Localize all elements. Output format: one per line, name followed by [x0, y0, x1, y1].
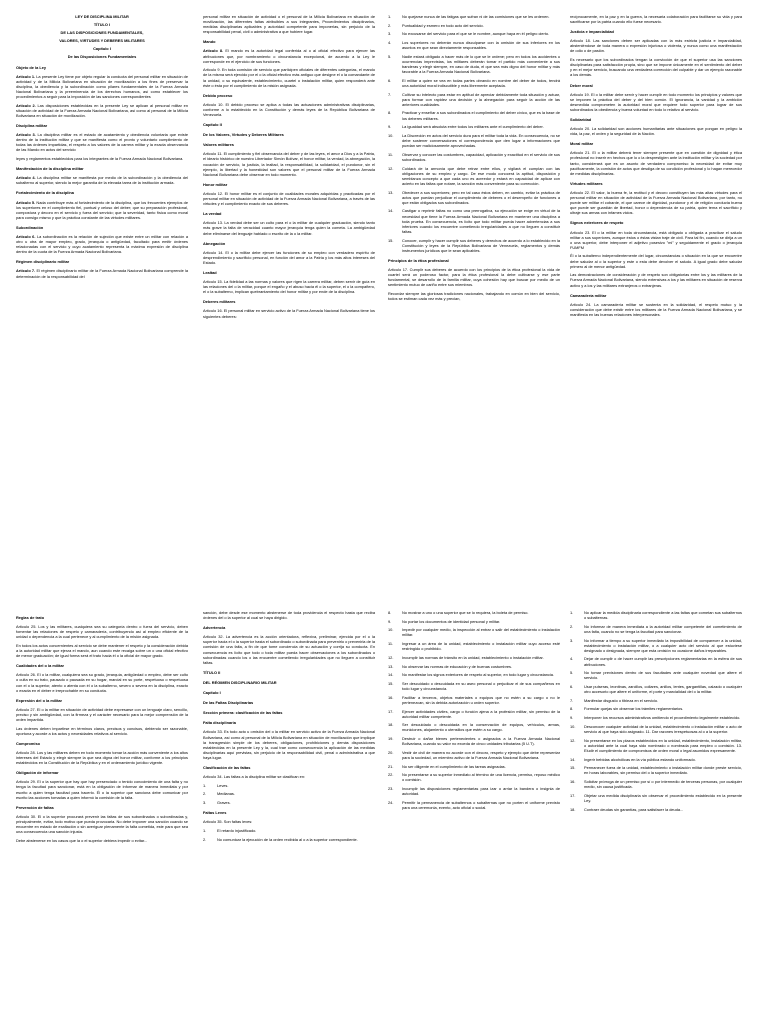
list-item-text: No excusarse del servicio para el que se le nombre, aunque haya en él peligro cierto.: [402, 31, 550, 37]
paragraph: Es necesario que los subordinados tengan la convicción de que el superior usa las sanciones disciplinarias para satisfacción propia, sino que se impone únicamente en el sentimiento del deber y en el mejor servicio, buscando una verdadera corrección del culpable y dar un ejemplo razonable a los demás.: [570, 57, 742, 78]
list-item: [388, 772, 560, 782]
section-heading: Justicia e imparcialidad: [570, 29, 614, 35]
list-item: [388, 695, 560, 705]
paragraph: leyes y reglamentos establecidos para los integrantes de la Fuerza Armada Nacional Bolivariana.: [16, 156, 184, 162]
list-item-number: 11.: [388, 641, 394, 647]
list-item: [203, 783, 375, 788]
paragraph: En todos los actos concernientes al servicio se debe mantener el respeto y la consideración debida a la autoridad militar que ejerza el mando, aun cuando este recaiga sobre un o una oficial efectivo de menor graduación; de igual forma será el trato hacia él o la oficial de mayor grado.: [16, 642, 188, 659]
paragraph: Artículo 25. Los y las militares, cualquiera sea su categoría dentro o fuera del servicio, deben fomentar las relaciones de respeto y camaradería, contribuyendo así al empleo eficiente de la unidad o dependencia a la cual pertenece y al cumplimiento de la misión asignada.: [16, 624, 188, 640]
list-item-number: 17.: [570, 792, 576, 798]
list-item-number: 18.: [388, 722, 394, 728]
list-item: [388, 124, 560, 129]
section-heading: Abnegación: [203, 240, 226, 246]
list-item: [388, 641, 560, 651]
article-text: La disciplina militar se manifiesta por medio de la subordinación y la obediencia del subalterno al superior, siendo la mejor garantía de la elevada tarea de la institución armada.: [16, 175, 188, 186]
list-item-text: No tomar previsiones dentro de sus facultades ante cualquier novedad que altere el servicio.: [584, 670, 742, 681]
article-paragraph: [16, 268, 188, 278]
list-item-text: Incumplir las disposiciones reglamentarias para izar o arriar la bandera o insignia de autoridad.: [402, 786, 560, 797]
section-heading: Obligación de informar: [16, 770, 59, 776]
list-item: [570, 610, 742, 620]
list-item-text: Ser descuidado o descuidada en su aseo personal o perjudicar el de sus compañeros en todo lugar y circunstancia.: [402, 681, 560, 692]
paragraph: Artículo 29. El o la superior que hay que hay presenciado o tenido conocimiento de una falta y no tenga la facultad para sancionar, está en la obligación de informar de manera inmediata y por escrito a quien tenga facultad para hacerlo. Él o la superior que sanciona debe comunicar por escrito las acciones tomadas a quien informó la comisión de la falta.: [16, 779, 188, 800]
list-item-number: 14.: [570, 756, 576, 762]
paragraph: sanción, debe desde ese momento abstenerse de toda providencia el respecto hasta que reciba órdenes del o la superior al cual se haya dirigido.: [203, 610, 375, 621]
list-item-number: 20.: [388, 749, 394, 755]
list-item: [570, 757, 742, 762]
list-item: [570, 738, 742, 753]
list-item-text: Ingresar a un área de la unidad, establecimiento o instalación militar cuyo acceso esté restringido o prohibido.: [402, 641, 560, 652]
list-item: [570, 765, 742, 775]
list-item-number: 7.: [570, 697, 574, 703]
paragraph: Artículo 9. En toda comisión de servicio que participen oficiales de diferentes categorías, el mando de la misma será ejercido por el o la oficial efectivo más antiguo que designe el o la comandante de la unidad, o su equivalente, establecimiento, cuartel o instalación militar, quien responderá ante éste o ésta por el cumplimiento de la misión asignada.: [203, 67, 375, 88]
paragraph: Artículo 16. El personal militar en servicio activo de la Fuerza Armada Nacional Bolivariana tiene los siguientes deberes:: [203, 308, 375, 319]
list-item: [388, 78, 560, 88]
section-heading: DEL RÉGIMEN DISCIPLINARIO MILITAR: [203, 679, 277, 685]
list-item-number: 23.: [388, 786, 394, 792]
paragraph: Artículo 20. La solidaridad son acciones humanitarias ante situaciones que pongan en peligro la vida, la paz, el orden y la seguridad de la Nación.: [570, 126, 742, 137]
list-item-text: La Discreción en actos del servicio dura para el militar toda la vida. En consecuencia, no se debe sostener conversaciones ni correspondencia que den lugar a informaciones que puedan ser maliciosamente aprovechadas.: [402, 132, 560, 149]
section-heading: De los Valores, Virtudes y Deberes Militares: [203, 132, 284, 138]
section-heading: Disciplina militar: [16, 123, 48, 128]
list-item-text: Obedecer a sus superiores; pero en tal caso éstos deben, en cambio, evitar la práctica de actos que puedan perjudicar el cumplimiento de deberes o el desempeño de funciones a que están obligados sus subordinados.: [402, 189, 560, 205]
article-paragraph: [16, 175, 188, 185]
paragraph: Artículo 19. El o la militar debe servir y hacer cumplir en todo momento los principios y valores que se imponen la práctica del deber y del bien común. El ignorancia, la vanidad y la ambición desmedida comprometen la autoridad moral que requiere todo superior para lograr de sus subordinados la obediencia y buena voluntad en todo lo relativo al servicio.: [570, 91, 742, 112]
article-label: Artículo 6.: [16, 234, 36, 239]
article-text: El régimen disciplinario militar de la Fuerza Armada Nacional Bolivariana comprende la determinación de la responsabilidad del: [16, 268, 189, 279]
paragraph: Artículo 11. El cumplimiento y fiel observancia del deber y de las leyes, el amor a Dios y a la Patria, el ideario histórico de nuestro Libertador Simón Bolívar, el honor militar, la verdad, la abnegación, la vocación de servicio, la justicia, la lealtad, la responsabilidad, la solidaridad, el pundonor, sin el ejemplo, la libertad y la honestidad son valores que el personal militar de la Fuerza Armada Nacional Bolivariana debe observar en todo momento.: [203, 151, 375, 177]
paragraph: Artículo 33. Es todo acto u omisión del o la militar en servicio activo de la Fuerza Armada Nacional Bolivariana, así como al personal de la Milicia Bolivariana en situación de movilización que implique la transgresión simple de los deberes, obligaciones, prohibiciones y demás disposiciones establecidas en la presente Ley y la, cual trae como consecuencia la aplicación de las medidas disciplinarias aquí previstas, sin perjuicio de la responsabilidad civil, penal o administrativa a que haya lugar.: [203, 729, 375, 760]
list-item: [388, 681, 560, 691]
list-item-text: No observar las normas de educación y de buenas costumbres.: [402, 663, 513, 669]
section-heading: Falta disciplinaria: [203, 720, 236, 726]
list-item: [570, 684, 742, 694]
section-heading: Valores militares: [203, 142, 234, 148]
section-heading: Cualidades del o la militar: [16, 663, 64, 669]
section-heading: Reglas de trato: [16, 615, 45, 620]
list-item-number: 11.: [388, 151, 394, 157]
list-item-number: 3.: [203, 800, 207, 806]
section-heading: Capítulo I: [203, 690, 221, 696]
list-item: [388, 664, 560, 669]
list-item: [388, 208, 560, 233]
article-text: El mando es la autoridad legal conferida al o al oficial efectivo para ejercer las atribuciones que, por nombramiento o circunstancia excepcional, de acuerdo a la Ley le corresponde en el ejercicio de sus funciones.: [203, 48, 375, 64]
section-title: Capítulo I: [93, 46, 111, 52]
list-item: [388, 23, 560, 28]
page2-column-2: [203, 610, 375, 845]
list-item-text: Castigar o reprimir faltas no como una prerrogativa, su ejecución se exige en virtud de la necesidad que tiene la Fuerza Armada Nacional Bolivariana en mantener una disciplina a toda prueba. En consecuencia, es lícito que todo militar pueda hacer advertencias a sus inferiores cuando los encuentre cometiendo irregularidades a que no lleguen a constituir faltas.: [402, 208, 560, 234]
section-heading: Deber moral: [570, 82, 593, 88]
list-item-number: 8.: [570, 706, 574, 712]
list-item-text: No comunicar la ejecución de la orden recibida al o a la superior correspondiente.: [217, 836, 358, 842]
list-item-number: 21.: [388, 763, 394, 769]
list-item: [570, 638, 742, 653]
list-item: [203, 828, 375, 833]
section-title: LEY DE DISCIPLINA MILITAR: [75, 14, 129, 19]
list-item-text: Destruir o dañar bienes pertenecientes o asignados a la Fuerza Armada Nacional Bolivariana, cuando su valor no exceda de cinco unidades tributarias (5 U.T).: [402, 736, 560, 747]
list-item-text: Graves.: [217, 800, 231, 806]
section-heading: La verdad: [203, 211, 222, 217]
section-heading: Virtudes militares: [570, 180, 603, 186]
paragraph: Artículo 17. Cumplir sus deberes de acuerdo con los principios de la ética profesional la vida de cuartel será un poderoso factor, para la ética profesional la debe cultivarse y ese parte fundamental, se desarrollo de la familia militar, cuya cohesión hay que buscar por medio de un sentimiento mutuo de cariño entre sus miembros.: [388, 266, 560, 288]
section-heading: Compromiso: [16, 740, 40, 746]
list-item-number: 10.: [570, 723, 576, 729]
paragraph: Artículo 24. La camaradería militar se sustenta en la solidaridad, el respeto mutuo y la consideración que debe existir entre los militares de la Fuerza Armada Nacional Bolivariana, y se manifiesta en las buenas relaciones interpersonales.: [570, 301, 742, 317]
list-item-number: 15.: [388, 681, 394, 686]
list-item-text: No portar los documentos de identidad personal y militar.: [402, 618, 501, 624]
page2-column-4: [570, 610, 742, 815]
article-label: Artículo 5.: [16, 199, 36, 205]
section-title: TÍTULO I: [93, 22, 111, 28]
list-item-text: Permanecer fuera de la unidad, establecimiento o instalación militar donde preste servicio, en horas laborables, sin permiso del o la superior inmediato.: [584, 765, 742, 776]
section-heading: Camaradería militar: [570, 292, 607, 298]
article-text: La presente Ley tiene por objeto regular la conducta del personal militar en situación de actividad y de la Milicia Bolivariana en situación de movilización a los fines de preservar la disciplina, la obediencia y la subordinación como pilares fundamentales de la Fuerza Armada Nacional Bolivariana y la preeminencia de los derechos humanos, así como establecer los procedimientos a seguir para la imposición de las sanciones correspondientes: [16, 73, 188, 100]
list-item-text: No mostrar a uno o una superior que se lo requiera, la boleta de permiso.: [402, 610, 529, 615]
section-heading: De las Faltas Disciplinarias: [203, 700, 254, 706]
page1-column-4: [570, 14, 742, 321]
list-item-number: 17.: [388, 708, 394, 714]
section-title: DE LAS DISPOSICIONES FUNDAMENTALES,: [60, 30, 144, 36]
list-item-number: 5.: [570, 670, 574, 676]
list-item-number: 3.: [388, 31, 392, 37]
paragraph: Artículo 26. El o la militar, cualquiera sea su grado, jerarquía, antigüedad o empleo, debe ser culto o culta en su trato, pausado o pausada en su hogar, marcial en su porte, respetuoso o respetuosa con el o la superior, atento o atenta con él o la subalterno, severo o severa en la disciplina, exacto o exacta en el deber e irreprochable en su conducta.: [16, 672, 188, 693]
section-heading: Lealtad: [203, 269, 217, 275]
list-item-number: 9.: [388, 618, 392, 624]
list-item: [570, 656, 742, 666]
list-item: [570, 706, 742, 711]
paragraph: Artículo 18. Las sanciones deben ser aplicadas con la más estricta justicia e imparcialidad, absteniéndose de toda manera o expresión injuriosa o violenta, y nunca como una manifestación de odio o de pasión.: [570, 38, 742, 54]
paragraph: Artículo 27. El o la militar en situación de actividad debe expresarse con un lenguaje claro, sencillo, preciso y sin ambigüedad, con la firmeza y el carácter necesario para la mejor comprensión de la orden impartida.: [16, 706, 188, 722]
list-item-text: Facilitar a terceros, objetos materiales o equipos que no estén a su cargo o no le pertenezcan, sin la debida autorización u orden superior.: [402, 694, 560, 705]
section-heading: Clasificación de las faltas: [203, 764, 251, 770]
list-item: [388, 92, 560, 107]
article-paragraph: [16, 103, 188, 118]
list-item-text: Los superiores no deberán nunca disculparse con la omisión de sus inferiores en los asuntos en que sean directamente responsables.: [402, 40, 560, 51]
paragraph: personal militar en situación de actividad o el personal de la Milicia Bolivariana en situación de movilización, las diferentes faltas atribuibles a sus integrantes, Procedimientos disciplinarios, medidas disciplinarias aplicables y autoridad competente para imponerlas, sin perjuicio de la responsabilidad penal, civil o administrativa a que hubiere lugar.: [203, 14, 375, 35]
list-item-number: 5.: [388, 53, 392, 59]
list-item-text: Ingerir bebidas alcohólicas en la vía pública estando uniformado.: [584, 756, 696, 762]
paragraph: Artículo 28. Los y las militares deben en todo momento tomar la acción más conveniente a los altos intereses del Estado y elegir siempre la que sea digna del honor militar, conforme a los principios establecidos en la Constitución de la República y en el ordenamiento jurídico vigente.: [16, 749, 188, 766]
paragraph: Artículo 15. La fidelidad a las normas y valores que rigen la carrera militar, deben servir de guía en las relaciones del o la militar, porque el engaño y el abuso hacia él o la superior, el o la compañero, el o la subalterno, implican quebrantamiento del honor militar y por ende de la disciplina.: [203, 279, 375, 295]
list-item-text: Impedir por cualquier medio, la inspección al entrar o salir del establecimiento o instalación militar.: [402, 627, 560, 638]
section-heading: Sección primera: clasificación de las faltas: [203, 710, 283, 716]
list-item: [388, 627, 560, 637]
list-item-number: 1.: [570, 610, 574, 615]
list-item-text: Medianas.: [217, 791, 235, 797]
list-item-number: 15.: [570, 765, 576, 771]
article-label: Artículo 4.: [16, 175, 36, 181]
section-heading: Mando: [203, 39, 216, 45]
section-heading: TÍTULO II: [203, 669, 221, 675]
list-item: [570, 698, 742, 703]
list-item: [388, 722, 560, 732]
article-text: Las disposiciones establecidas en la presente Ley se aplican al personal militar en situación de actividad de la Fuerza Armada Nacional Bolivariana, así como al personal de la Milicia Bolivariana en situación de movilización.: [16, 102, 188, 118]
page1-column-3: [388, 14, 560, 305]
list-item: [388, 655, 560, 660]
list-item-number: 2.: [570, 623, 574, 629]
section-heading: Deberes militares: [203, 299, 236, 305]
paragraph: Artículo 12. El honor militar es el conjunto de cualidades morales adquiridas y practicadas por el personal militar en situación de actividad de la Fuerza Armada Nacional Bolivariana, a través de las virtudes y el cumplimiento exacto de sus deberes.: [203, 190, 375, 207]
list-item-text: Interponer los recursos administrativos omitiendo el procedimiento legalmente establecido.: [584, 715, 741, 721]
list-item: [570, 779, 742, 789]
list-item-text: Leves.: [217, 782, 229, 788]
list-item: [570, 670, 742, 680]
page1-column-2: [203, 14, 375, 322]
list-item-text: No ser diligente en el cumplimiento de las tareas asignadas.: [402, 763, 506, 769]
list-item-number: 12.: [570, 737, 576, 743]
list-item-text: Dejar de cumplir o de hacer cumplir las prescripciones reglamentarias en la esfera de sus atribuciones.: [584, 656, 742, 667]
paragraph: Recordar siempre las gloriosas tradiciones nacionales, trabajando en común en bien del servicio, todos se estiman cada vez más y precian,: [388, 290, 560, 301]
section-heading: Capítulo II: [203, 122, 222, 128]
paragraph: Artículo 23. El o la militar en toda circunstancia, está obligado u obligada a practicar el saludo militar a sus superiores, aunque éstos o éstas vistan traje de civil. Para tal fin, cuando se dirija a un o una superior, debe interponer el adjetivo posesivo "mi" y seguidamente el grado o jerarquía FUMFM: [570, 229, 742, 250]
article-label: Artículo 8.: [203, 48, 224, 54]
list-item-number: 14.: [388, 208, 394, 214]
list-item-text: Solicitar prórroga de un permiso por sí o por intermedio de terceras personas, por cualquier medio, sin causa justificada.: [584, 778, 742, 790]
section-title: De las Disposiciones Fundamentales: [67, 54, 137, 60]
list-item: [388, 619, 560, 624]
section-heading: Faltas Leves: [203, 810, 227, 816]
section-title: VALORES, VIRTUDES Y DEBERES MILITARES: [59, 38, 145, 44]
list-item: [388, 764, 560, 769]
list-item-number: 10.: [388, 627, 394, 633]
list-item: [203, 837, 375, 842]
article-text: La subordinación es la relación de sujeción que existe entre un militar con relación a otro u otra de mayor empleo, grado, jerarquía o antigüedad, facultado para emitir órdenes relacionadas con el servicio y cuyo acatamiento representa la máxima expresión de disciplina dentro de la cuota de la Fuerza Armada Nacional Bolivariana.: [16, 234, 188, 255]
list-item-number: 8.: [388, 110, 392, 116]
list-item: [388, 110, 560, 120]
list-item-number: 14.: [388, 672, 394, 678]
list-item: [203, 791, 375, 796]
list-item-number: 24.: [388, 799, 394, 805]
article-paragraph: [16, 234, 188, 254]
section-heading: Régimen disciplinario militar: [16, 259, 70, 265]
section-heading: Manifestación de la disciplina militar: [16, 166, 84, 172]
list-item-number: 16.: [388, 694, 394, 700]
list-item-text: Ejercer actividades civiles, cargo o función ajena a la profesión militar, sin permiso de la autoridad militar competente.: [402, 708, 560, 719]
paragraph: Las demostraciones de consideración y de respeto son obligatorias entre los y las militares de la Fuerza Armada Nacional Bolivariana, siendo extensivas a los y las militares en situación de reserva activo y a los y las militares extranjeros o extranjeras.: [570, 272, 742, 288]
list-item-text: Formular quejas sin observar los trámites reglamentarios.: [584, 706, 684, 712]
list-item-number: 8.: [388, 610, 392, 615]
page2-column-1: [16, 610, 188, 846]
list-item: [388, 133, 560, 148]
list-item: [388, 238, 560, 253]
document-page-2: [0, 600, 768, 1024]
list-item-text: Usar pulseras, leontinas, zarcillos, collares, anillos, lentes, gargantillas, calzado o cualquier otro accesorio que altere el uniforme, el porte y marcialidad del o la militar.: [584, 684, 742, 695]
list-item-number: 12.: [388, 165, 394, 171]
list-item: [388, 709, 560, 719]
list-item-number: 4.: [570, 656, 574, 662]
list-item-text: Incumplir las normas de tránsito en la unidad, establecimiento o instalación militar.: [402, 654, 544, 660]
article-label: Artículo 1.: [16, 73, 36, 79]
list-item: [388, 672, 560, 677]
list-item-text: Cultivar su intelecto para estar en aptitud de apreciar debidamente toda situación y actuar, para formar con rapidez una decisión y la abnegación para seguir la acción de las anteriores cualidades.: [402, 91, 560, 107]
list-item-number: 18.: [570, 806, 576, 812]
list-item: [203, 800, 375, 805]
list-item-number: 9.: [388, 124, 392, 130]
list-item-text: El retardo injustificado.: [217, 828, 257, 833]
list-item: [388, 40, 560, 50]
article-paragraph: [16, 200, 188, 220]
list-item-number: 16.: [570, 778, 576, 784]
list-item-number: 13.: [388, 189, 394, 195]
list-item-number: 1.: [203, 782, 207, 788]
paragraph: Las órdenes deben impartirse en términos claros, precisos y concisos, debiendo ser razonable, oportuna y acorde a los actos y necesidades relativos al servicio.: [16, 725, 188, 736]
list-item-text: Vestir de civil de manera no acorde con el decoro, respeto y ejemplo que debe representar para la sociedad, un miembro activo de la Fuerza Armada Nacional Bolivariana.: [402, 749, 560, 760]
list-item: [570, 624, 742, 634]
list-item-number: 12.: [388, 654, 394, 660]
list-item-text: No aplicar la medida disciplinaria correspondiente a las faltas que cometan sus subalternos o subalternas.: [584, 610, 742, 621]
section-heading: Honor militar: [203, 181, 228, 187]
list-item-text: No informar a tiempo a su superior inmediato la imposibilidad de comparecer a la unidad, establecimiento o instalación militar, o a cualquier acto del servicio al que estuviese designado o designada, siempre que esta omisión no ocasione daños irreparables.: [584, 637, 742, 653]
list-item-text: Observar y conocer las costumbres, capacidad, aplicación y exactitud en el servicio de sus subordinados.: [402, 151, 560, 162]
list-item: [570, 724, 742, 734]
list-item-text: Practicar y enseñar a sus subordinados el cumplimiento del deber cívico, que es la base de los deberes militares.: [402, 110, 560, 121]
list-item-number: 10.: [388, 132, 394, 138]
paragraph: Artículo 35. Son faltas leves:: [203, 819, 253, 825]
section-heading: Principios de la ética profesional: [388, 257, 449, 263]
list-item: [388, 54, 560, 74]
list-item-text: No informar de manera inmediata a la autoridad militar competente del cometimiento de una falta, cuando no se tenga la facultad para sancionar.: [584, 623, 742, 634]
list-item-text: Contraer deudas sin garantías, para satisfacer la deuda...: [584, 806, 684, 812]
list-item-text: Objetar una medida disciplinaria sin observar el procedimiento establecido en la presente Ley.: [584, 792, 742, 803]
article-label: Artículo 7.: [16, 268, 36, 274]
list-item-number: 6.: [570, 684, 574, 689]
list-item: [388, 750, 560, 760]
list-item-number: 2.: [388, 22, 392, 28]
section-heading: Moral militar: [570, 141, 594, 147]
list-item-number: 22.: [388, 772, 394, 778]
list-item-text: No presentarse a su superior inmediato al término de una licencia, permiso, reposo médico o comisión.: [402, 772, 560, 783]
list-item: [570, 715, 742, 720]
section-heading: Prevención de faltas: [16, 804, 54, 810]
page2-column-3: [388, 610, 560, 814]
article-label: Artículo 2.: [16, 102, 36, 108]
list-item-number: 1.: [203, 828, 207, 833]
article-text: La disciplina militar es el estado de acatamiento y obediencia voluntaria que existe dentro de la institución militar y que se manifiesta como el pronto y voluntario cumplimiento de todas las órdenes impartidas, el respeto a los valores de la carrera militar y la exacta observancia de las Mando en actos del servicio: [16, 132, 188, 153]
paragraph: Él o la subalterno independientemente del lugar, circunstancias o situación en la que se encuentre debe saludar al o la superior y este o esta debe devolver el saludo. A igual grado debe saludar primero al de menor antigüedad.: [570, 253, 742, 269]
list-item-text: Nadie estará obligado a hacer más de lo que se le ordene; pero en todos los accidentes u ocurrencias imprevistas, los militares deberán tomar el partido más conveniente a sus banderas y elegir siempre, en caso de duda, el que sea más digno del honor militar y más favorable a la Fuerza Armada Nacional Bolivariana.: [402, 53, 560, 75]
list-item: [388, 786, 560, 796]
paragraph: Artículo 22. El valor, la buena fe, la rectitud y el decoro constituyen las más altas virtudes para el personal militar en situación de actividad de la Fuerza Armada Nacional Bolivariana, por tanto, no puede ser militar el cobarde, el que carece de dignidad, pundonor y el de religión conducta buena que puede ser guardián de libertad, honor o dependencia de su patria, quien tema el sacrificio y ultraje sus armas con infames vicios.: [570, 189, 742, 216]
list-item-text: No presentarse en los plazos establecidos en la unidad, establecimiento, instalación militar, o autoridad ante la cual haya sido nombrado o nombrada para empleo o comisión. 13. Eludir el cumplimiento de compromisos de orden moral o legal asumidos expresamente.: [584, 737, 742, 753]
list-item-number: 1.: [388, 14, 392, 19]
list-item-number: 19.: [388, 736, 394, 742]
paragraph: Artículo 14. El o la militar debe ejercer las funciones de su empleo con verdadero espíritu de desprendimiento y sacrificio personal, en función del amor a la Patria y los más altos intereses del Estado.: [203, 249, 375, 265]
paragraph: Artículo 21. El o la militar deberá tener siempre presente que en cuestión de dignidad y ética profesional no inserir en hechos que lo o la desprestigien ante la institución militar y la sociedad por tanto, considerará que es un asunto de verdadero compromiso la necesidad de evitar muy pacíficamente, la comisión de actos que desdiga de su condición profesional y lo hagan merecedor de medidas disciplinarias.: [570, 150, 742, 176]
list-item: [570, 807, 742, 812]
list-item: [388, 610, 560, 615]
list-item-number: 2.: [203, 836, 207, 842]
list-item-number: 9.: [570, 715, 574, 721]
list-item-number: 4.: [388, 40, 392, 46]
list-item: [570, 793, 742, 803]
list-item-number: 13.: [388, 663, 394, 669]
list-item-number: 6.: [388, 77, 392, 83]
paragraph: Debe abstenerse en los casos que la o el superior debiera impedir o evitar...: [16, 837, 148, 843]
list-item-text: Manifestar disgusto o tibieza en el servicio.: [584, 697, 659, 703]
section-heading: Subordinación: [16, 224, 44, 230]
page1-column-1: [16, 14, 188, 282]
list-item: [388, 152, 560, 162]
list-item-text: No quejarse nunca de las fatigas que sufran ni de las comisiones que se les ordenen.: [402, 14, 550, 19]
article-paragraph: [16, 74, 188, 99]
list-item: [388, 190, 560, 205]
section-heading: Solidaridad: [570, 117, 592, 122]
paragraph: Artículo 13. La verdad debe ser un culto para el o la militar de cualquier graduación, siendo tanto más grave la falta de veracidad cuanto mayor jerarquía tenga quien la cometa. La ambigüedad debe eliminarse del lenguaje hablado o escrito de la o la militar.: [203, 220, 375, 236]
section-heading: Debido proceso: [203, 92, 233, 98]
list-item-text: Ser descuidado o descuidada en la conservación de equipos, vehículos, armas, municiones, alojamiento o utensilios que estén a su cargo.: [402, 722, 560, 733]
list-item-text: No manifestar los signos exteriores de respeto al superior, en todo lugar y circunstancia.: [402, 672, 555, 678]
paragraph: recíprocamente, en la paz y en la guerra, la necesaria colaboración para facilitarse su vida y para sacrificarse por la patria cuando ello fuese necesario.: [570, 14, 742, 25]
list-item-text: Cuidará de la armonía que debe reinar entre ellos, y vigilará el cumplan con las obligaciones de su empleo y cargo. De ese modo conocerá la aptitud, disposición y semblanza concepto a que cada uno es acreedor y estará en capacidad de aplicar con acierto en las faltas que notare, la sanción más conveniente para su corrección.: [402, 165, 560, 186]
section-heading: Objeto de la Ley: [16, 64, 47, 70]
list-item-number: 3.: [570, 637, 574, 643]
section-heading: Signos exteriores de respeto: [570, 220, 624, 226]
list-item: [388, 800, 560, 810]
list-item-text: Puntualidad y esmero en todo acto del servicio.: [402, 22, 484, 28]
list-item: [388, 736, 560, 746]
list-item: [388, 31, 560, 36]
list-item-text: Desconocer cualquier actividad de la unidad, establecimiento o instalación militar o acto de servicio al que haya sido asignado. 11. Dar razones irrespetuosas al o a la superior.: [584, 723, 742, 734]
list-item-text: La igualdad será absoluta entre todos los militares ante el cumplimiento del deber.: [402, 124, 544, 130]
list-item: [388, 166, 560, 186]
list-item: [388, 14, 560, 19]
list-item-text: El militar a quien se vea en todas partes obrando en nombre del deber de todos, tendrá una autoridad moral indiscutible y más libremente aceptada.: [402, 77, 560, 88]
page-gap: [0, 516, 768, 600]
list-item-text: Conocer, cumplir y hacer cumplir sus deberes y derechos de acuerdo a lo establecido en la Constitución y leyes de la República Bolivariana de Venezuela, reglamentos y demás instrumentos jurídicos que le sean aplicables.: [402, 237, 560, 253]
section-heading: Fortalecimiento de la disciplina: [16, 190, 74, 196]
paragraph: Artículo 34. Las faltas a la disciplina militar se clasifican en:: [203, 774, 306, 780]
section-heading: Advertencia: [203, 625, 226, 631]
list-item-number: 2.: [203, 791, 207, 797]
paragraph: Artículo 10. El debido proceso se aplica a todas las actuaciones administrativas disciplinarias, conforme a lo establecido en la Constitución y demás leyes de la República Bolivariana de Venezuela.: [203, 101, 375, 117]
article-paragraph: [16, 132, 188, 152]
paragraph: Artículo 32. La advertencia es la acción orientadora, reflexiva, preliminar, ejercida por el o la superior hacia el o la superior hasta el subordinado o subordinada para prevenirlo o prevenirla de la comisión de una falta, a fin de que tome conciencia de su actuación y corrija su conducta. En consecuencia es lícito que todo o toda militar pueda hacer observaciones a los subordinados o subordinadas cuando los o las encuentre cometiendo irregularidades que no lleguen a constituir faltas.: [203, 634, 375, 665]
article-paragraph: [203, 48, 375, 63]
list-item-number: 7.: [388, 91, 392, 97]
list-item-number: 15.: [388, 237, 394, 243]
list-item-text: Permitir la permanencia de subalternos o subalternas que no porten el uniforme previsto para una ceremonia, evento, acto oficial o social.: [402, 799, 560, 811]
article-text: Nada contribuye más al fortalecimiento de la disciplina, que los frecuentes ejemplos de los superiores en el cumplimiento fiel, puntual y celoso del deber; que su preparación profesional, compostura y decoro en el servicio y fuera del servicio; que la severidad, tanto física como moral para consigo mismo y que la práctica constante de las virtudes militares.: [16, 199, 188, 220]
article-label: Artículo 3.: [16, 132, 36, 138]
paragraph: Artículo 30. El o la superior procurará prevenir las faltas de sus subordinados o subordinadas y, principalmente, evitar, todo motivo que pueda provocarla. No debe imponer una sanción cuando se encuentre en estado de exaltación o sin averiguar plenamente la falta cometida, este para que sea una consecuencia una sanción injusta.: [16, 813, 188, 835]
section-heading: Expresión del o la militar: [16, 697, 63, 703]
